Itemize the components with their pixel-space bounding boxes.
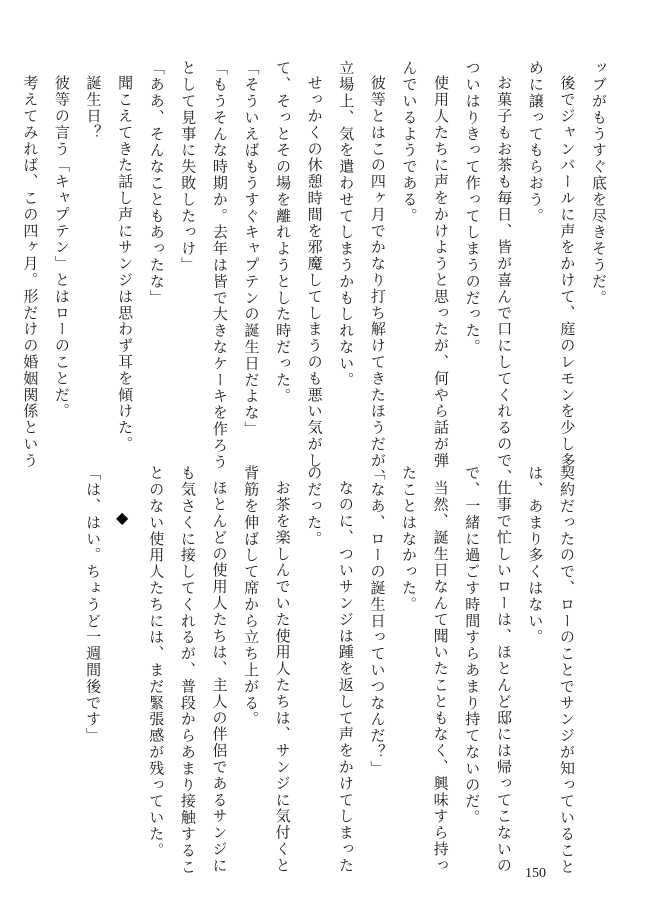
text-column: たことはなかった。 [400,465,419,613]
text-column: なのに、ついサンジは踵を返して声をかけてしまった [336,480,355,874]
section-separator-diamond: ◆ [116,508,129,527]
text-column: として見事に失敗したっけ」 [179,60,198,274]
text-column: のだった。 [305,465,324,547]
text-column: んでいるようである。 [400,60,419,224]
text-column: お菓子もお茶も毎日、皆が喜んで口にしてくれるので、 [495,75,514,485]
text-column: 「そういえばもうすぐキャプテンの誕生日だよな」 [242,60,261,438]
text-column: ほとんどの使用人たちは、主人の伴侶であるサンジに [210,480,229,874]
text-column: 聞こえてきた話し声にサンジは思わず耳を傾けた。 [116,75,135,453]
text-column: 当然、誕生日なんて聞いたこともなく、興味すら持っ [431,480,450,874]
text-column: 「は、はい。ちょうど一週間後です」 [84,465,103,744]
text-column: お茶を楽しんでいた使用人たちは、サンジに気付くと [273,480,292,874]
text-column: とのない使用人たちには、まだ緊張感が残っていた。 [147,465,166,859]
text-column: 考えてみれば、この四ヶ月。形だけの婚姻関係という [21,75,40,469]
text-column: 立場上、気を遣わせてしまうかもしれない。 [337,60,356,388]
text-column: めに譲ってもらおう。 [526,60,545,224]
text-column: 誕生日？ [84,75,103,141]
text-column: せっかくの休憩時間を邪魔してしまうのも悪い気がし [305,75,324,469]
text-column: も気さくに接してくれるが、普段からあまり接触するこ [178,465,197,875]
text-column: 背筋を伸ばして席から立ち上がる。 [242,465,261,728]
text-column: で、一緒に過ごす時間すらあまり持てないのだ。 [463,465,482,826]
upper-text-block [14,60,614,485]
text-column: 使用人たちに声をかけようと思ったが、何やら話が弾 [432,75,451,469]
text-column: 「ああ、そんなこともあったな」 [147,60,166,306]
text-column: は、あまり多くはない。 [526,465,545,646]
text-column: 「もうそんな時期か。去年は皆で大きなケーキを作ろう [210,60,229,470]
text-column: 彼等の言う「キャプテン」とはローのことだ。 [52,75,71,420]
text-column: ッブがもうすぐ底を尽きそうだ。 [590,60,608,306]
page-number: 150 [525,866,546,881]
text-column: 「なあ、ローの誕生日っていつなんだ？」 [368,465,387,777]
text-column: 仕事で忙しいローは、ほとんど邸には帰ってこないの [494,480,513,874]
text-column: 後でジャンバールに声をかけて、庭のレモンを少し多 [558,75,577,469]
text-column: て、そっとその場を離れようとした時だった。 [274,60,293,405]
text-column: 彼等とはこの四ヶ月でかなり打ち解けてきたほうだが、 [368,75,387,485]
text-column: ついはりきって作ってしまうのだった。 [463,60,482,356]
text-column: 契約だったので、ローのことでサンジが知っていること [558,465,576,875]
